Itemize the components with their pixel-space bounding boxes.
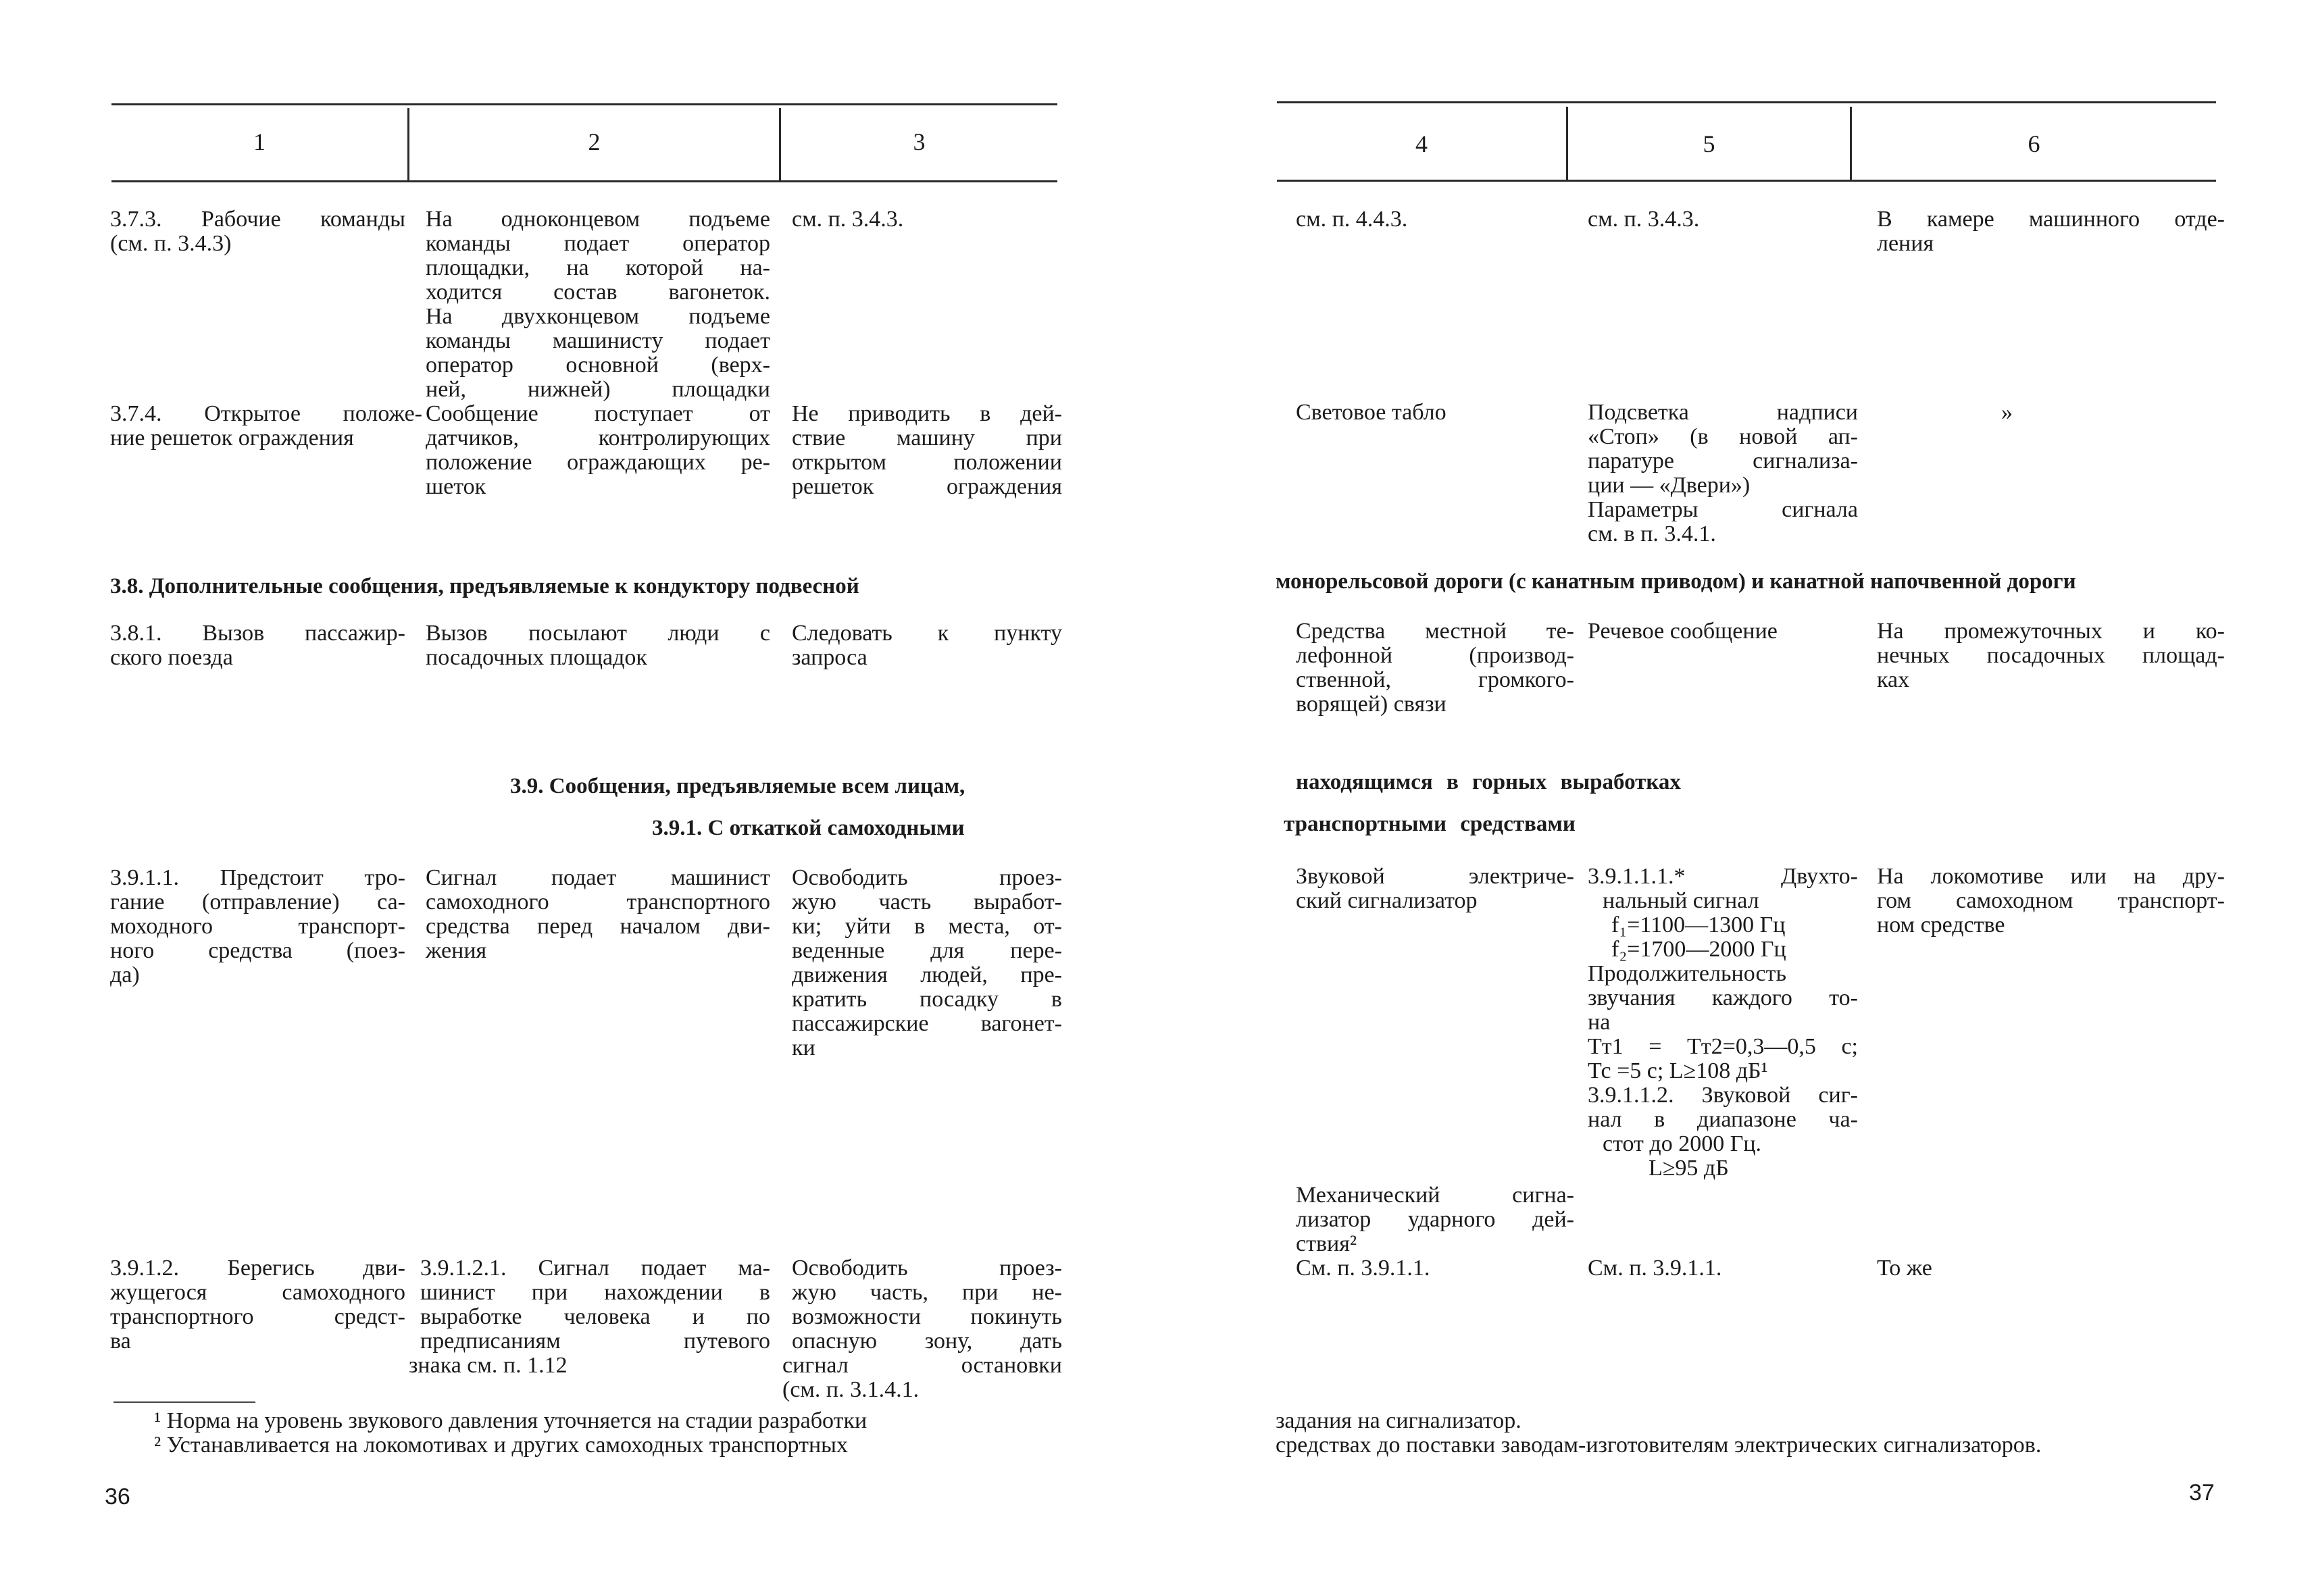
cell-c5: паратуре сигнализа- [1588,448,1858,473]
cell-c2: команды подает оператор [426,231,770,256]
cell-c4: ствия² [1296,1231,1357,1256]
cell-c4: ворящей) связи [1296,692,1447,717]
cell-c3: жую часть, при не- [792,1280,1062,1305]
cell-c3: Следовать к пункту [792,621,1062,646]
cell-c2: Сигнал подает машинист [426,865,770,890]
cell-c2: ней, нижней) площадки [426,377,770,402]
cell-c2: шинист при нахождении в [420,1280,770,1305]
cell-c4: см. п. 4.4.3. [1296,207,1408,232]
cell-c4: Световое табло [1296,400,1447,425]
cell-c5: нал в диапазоне ча- [1588,1107,1858,1132]
cell-c3: ки; уйти в места, от- [792,914,1062,939]
cell-c2: Сообщение поступает от [426,401,770,426]
cell-c3: ки [792,1035,815,1060]
cell-c5: «Стоп» (в новой ап- [1588,424,1858,449]
cell-c4: лефонной (производ- [1296,643,1574,668]
cell-c3: решеток ограждения [792,474,1062,499]
cell-c2: жения [426,938,487,963]
cell-c2: площадки, на которой на- [426,255,770,280]
cell-c3: опасную зону, дать [792,1329,1062,1354]
cell-c2: 3.9.1.2.1. Сигнал подает ма- [420,1256,770,1281]
cell-c3: ствие машину при [792,426,1062,451]
cell-c1: гание (отправление) са- [110,890,405,915]
cell-c2: выработке человека и по [420,1304,770,1329]
cell-c5: стот до 2000 Гц. [1603,1131,1762,1156]
table-top-rule [111,103,1057,105]
cell-c5: см. в п. 3.4.1. [1588,521,1716,546]
cell-c6: ления [1877,231,1934,256]
cell-c5: f₂=1700—2000 Гц [1611,937,1786,962]
column-header: 2 [588,128,601,155]
cell-c2: средства перед началом дви- [426,914,770,939]
cell-c4: Средства местной те- [1296,619,1574,644]
cell-c2: команды машинисту подает [426,328,770,353]
cell-c5: Тт1 = Тт2=0,3—0,5 с; [1588,1034,1858,1059]
cell-c4: См. п. 3.9.1.1. [1296,1256,1430,1281]
cell-c5: Тс =5 с; L≥108 дБ¹ [1588,1058,1768,1083]
cell-c4: лизатор ударного дей- [1296,1207,1574,1232]
cell-c2: датчиков, контролирующих [426,426,770,451]
cell-c6: В камере машинного отде- [1877,207,2225,232]
cell-c3: (см. п. 3.1.4.1. [782,1377,920,1402]
cell-c3: запроса [792,645,867,670]
footnote-1: ¹ Норма на уровень звукового давления уточняется на стадии разработки [154,1408,867,1433]
cell-c2: самоходного транспортного [426,890,770,915]
table-header-rule [111,180,1057,182]
cell-c2: На одноконцевом подъеме [426,207,770,232]
cell-c5: на [1588,1010,1611,1035]
cell-c5: звучания каждого то- [1588,985,1858,1010]
cell-c3: Не приводить в дей- [792,401,1062,426]
cell-c6: ном средстве [1877,912,2005,937]
section-heading-3-9: 3.9. Сообщения, предъявляемые всем лицам, [510,774,965,798]
cell-c3: возможности покинуть [792,1304,1062,1329]
cell-c1: 3.7.3. Рабочие команды [110,207,405,232]
column-header: 3 [913,128,926,155]
cell-c5: Параметры сигнала [1588,497,1858,522]
cell-c6: То же [1877,1256,1932,1281]
column-header: 1 [253,128,266,155]
cell-c2: оператор основной (верх- [426,353,770,378]
cell-c1: 3.9.1.1. Предстоит тро- [110,865,405,890]
table-header-rule [1277,180,2216,182]
cell-c3: кратить посадку в [792,987,1062,1012]
cell-c5: 3.9.1.1.1.* Двухто- [1588,864,1858,889]
section-heading-3-9-cont: находящимся в горных выработках [1296,770,1681,794]
cell-c5: 3.9.1.1.2. Звуковой сиг- [1588,1083,1858,1108]
cell-c4: Механический сигна- [1296,1183,1574,1208]
cell-c3: жую часть выработ- [792,890,1062,915]
cell-c6: » [2001,400,2013,425]
cell-c5: Речевое сообщение [1588,619,1778,644]
column-header: 5 [1703,130,1715,157]
cell-c1: 3.7.4. Открытое положе- [110,401,422,426]
cell-c1: жущегося самоходного [110,1280,405,1305]
cell-c4: ский сигнализатор [1296,888,1478,913]
cell-c6: нечных посадочных площад- [1877,643,2225,668]
cell-c5: см. п. 3.4.3. [1588,207,1700,232]
cell-c2: знака см. п. 1.12 [409,1353,568,1378]
table-top-rule [1277,101,2216,103]
page-number-left: 36 [105,1484,130,1510]
cell-c2: Вызов посылают люди с [426,621,770,646]
cell-c1: моходного транспорт- [110,914,405,939]
cell-c1: ского поезда [110,645,233,670]
section-heading-3-9-1-cont: транспортными средствами [1284,812,1576,836]
cell-c5: См. п. 3.9.1.1. [1588,1256,1722,1281]
footnote-2-cont: средствах до поставки заводам-изготовителям электрических сигнализаторов. [1276,1433,2042,1458]
footnote-1-cont: задания на сигнализатор. [1276,1408,1521,1433]
page-number-right: 37 [2189,1480,2215,1505]
cell-c5: ции — «Двери») [1588,473,1751,498]
cell-c5: нальный сигнал [1603,888,1759,913]
cell-c3: пассажирские вагонет- [792,1011,1062,1036]
cell-c3: см. п. 3.4.3. [792,207,904,232]
cell-c1: (см. п. 3.4.3) [110,231,232,256]
cell-c1: 3.9.1.2. Берегись дви- [110,1256,405,1281]
cell-c2: шеток [426,474,486,499]
section-heading-3-8: 3.8. Дополнительные сообщения, предъявляемые к кондуктору подвесной [110,574,859,598]
cell-c1: ного средства (поез- [110,938,405,963]
cell-c2: предписаниям путевого [420,1329,770,1354]
cell-c2: На двухконцевом подъеме [426,304,770,329]
cell-c1: ва [110,1329,131,1354]
section-heading-3-9-1: 3.9.1. С откаткой самоходными [652,816,965,840]
cell-c1: да) [110,962,140,987]
cell-c3: открытом положении [792,450,1062,475]
footnote-rule [114,1401,255,1403]
cell-c2: положение ограждающих ре- [426,450,770,475]
cell-c3: Освободить проез- [792,865,1062,890]
cell-c5: Подсветка надписи [1588,400,1858,425]
cell-c1: ние решеток ограждения [110,426,354,451]
cell-c1: транспортного средст- [110,1304,405,1329]
footnote-2: ² Устанавливается на локомотивах и других самоходных транспортных [154,1433,849,1458]
cell-c4: ственной, громкого- [1296,667,1574,692]
column-header: 6 [2028,130,2040,157]
cell-c6: ках [1877,667,1910,692]
cell-c2: ходится состав вагонеток. [426,280,770,305]
cell-c3: сигнал остановки [782,1353,1062,1378]
cell-c5: L≥95 дБ [1649,1156,1729,1181]
cell-c4: Звуковой электриче- [1296,864,1574,889]
cell-c2: посадочных площадок [426,645,647,670]
cell-c6: гом самоходном транспорт- [1877,888,2225,913]
cell-c5: Продолжительность [1588,961,1786,986]
cell-c1: 3.8.1. Вызов пассажир- [110,621,405,646]
cell-c3: Освободить проез- [792,1256,1062,1281]
cell-c5: f₁=1100—1300 Гц [1611,912,1786,937]
section-heading-3-8-cont: монорельсовой дороги (с канатным приводом) и канатной напочвенной дороги [1276,569,2076,594]
column-header: 4 [1415,130,1428,157]
cell-c3: веденные для пере- [792,938,1062,963]
cell-c3: движения людей, пре- [792,962,1062,987]
cell-c6: На промежуточных и ко- [1877,619,2225,644]
cell-c6: На локомотиве или на дру- [1877,864,2225,889]
